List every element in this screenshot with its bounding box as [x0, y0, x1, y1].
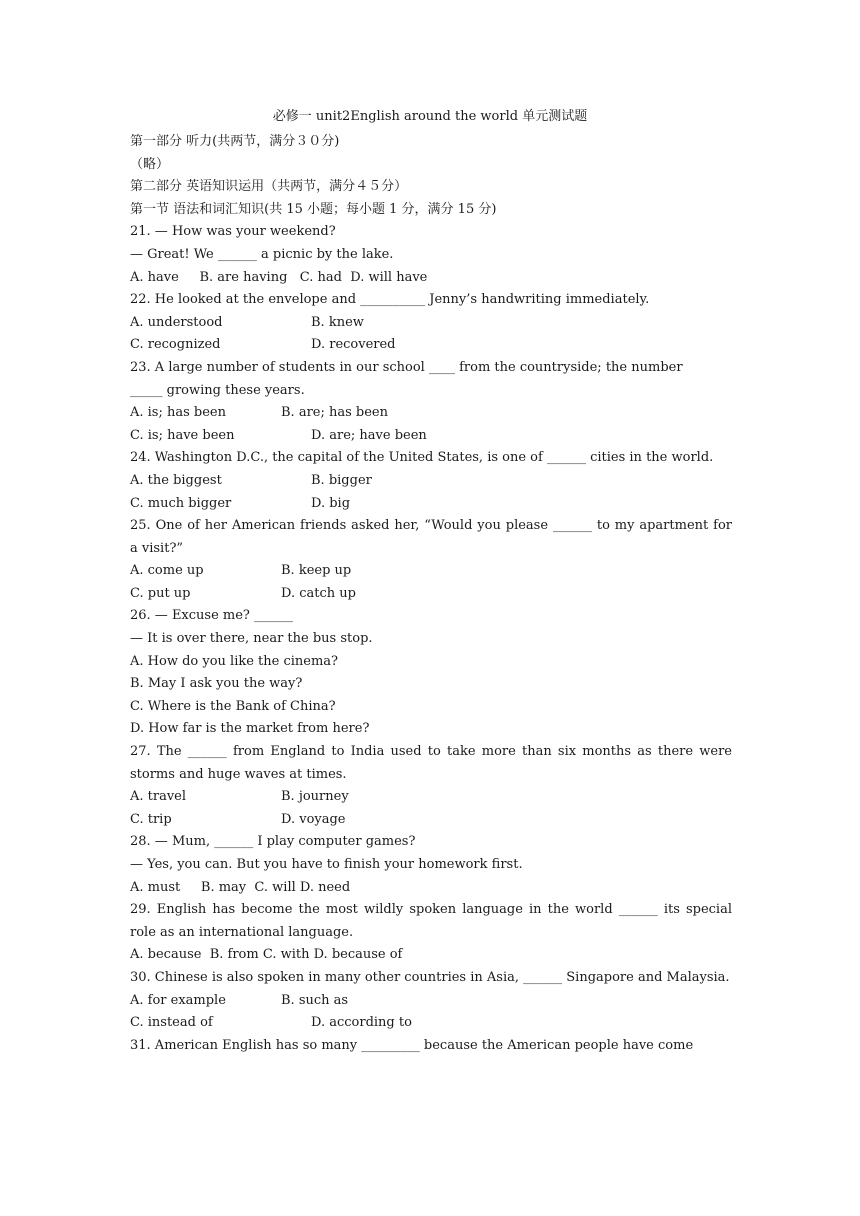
part2-heading: 第二部分 英语知识运用（共两节，满分４５分） [130, 179, 408, 195]
q25-stem: 25. One of her American friends asked her, “Would you please ______ to my apartment for a visit?” [130, 518, 732, 556]
q29-options: A. because B. from C. with D. because of [130, 947, 403, 963]
q24-option-a: A. the biggest [130, 472, 222, 488]
q28-stem-line1: 28. — Mum, ______ I play computer games? [130, 834, 416, 850]
document-body [130, 131, 732, 1057]
document-title: 必修一 unit2English around the world 单元测试题 [272, 109, 588, 124]
q27-options-row2 [130, 809, 732, 832]
q23-option-c: C. is; have been [130, 427, 235, 443]
q26-option-c: C. Where is the Bank of China? [130, 698, 336, 714]
q30-option-c: C. instead of [130, 1015, 213, 1031]
q22-option-b: B. knew [311, 314, 364, 330]
q24-options-row1 [130, 470, 732, 493]
q25-option-d: D. catch up [281, 585, 356, 601]
q25-options-row2 [130, 583, 732, 606]
q22-option-d: D. recovered [311, 337, 396, 353]
q27-option-c: C. trip [130, 811, 172, 827]
q24-stem: 24. Washington D.C., the capital of the United States, is one of ______ cities in the world. [130, 450, 714, 466]
q24-option-b: B. bigger [311, 472, 372, 488]
q26-option-d: D. How far is the market from here? [130, 721, 370, 737]
part1-note: （略） [130, 156, 170, 172]
q30-options-row1 [130, 990, 732, 1013]
q22-option-c: C. recognized [130, 337, 221, 353]
q30-options-row2 [130, 1012, 732, 1035]
q30-option-b: B. such as [281, 992, 349, 1008]
q24-option-c: C. much bigger [130, 495, 232, 511]
q22-option-a: A. understood [130, 314, 223, 330]
q28-options: A. must B. may C. will D. need [130, 879, 351, 895]
q27-stem: 27. The ______ from England to India used to take more than six months as there were storms and huge waves at times. [130, 744, 732, 782]
q30-option-a: A. for example [130, 992, 226, 1008]
q26-option-a: A. How do you like the cinema? [130, 653, 339, 669]
q26-stem-line1: 26. — Excuse me? ______ [130, 608, 294, 624]
q23-stem-line1: 23. A large number of students in our school ____ from the countryside; the number [130, 359, 683, 375]
q25-option-b: B. keep up [281, 563, 352, 579]
q26-option-b: B. May I ask you the way? [130, 676, 303, 692]
q29-stem: 29. English has become the most wildly spoken language in the world ______ its special role as an international language. [130, 902, 732, 940]
q25-options-row1 [130, 560, 732, 583]
q23-options-row2 [130, 425, 732, 448]
q24-option-d: D. big [311, 495, 351, 511]
q23-options-row1 [130, 402, 732, 425]
section1-heading: 第一节 语法和词汇知识(共 15 小题；每小题 1 分，满分 15 分) [130, 201, 497, 217]
q22-stem: 22. He looked at the envelope and __________ Jenny’s handwriting immediately. [130, 292, 650, 308]
q23-option-d: D. are; have been [311, 427, 427, 443]
q23-option-b: B. are; has been [281, 405, 388, 421]
q23-stem-line2: _____ growing these years. [130, 382, 305, 398]
q25-option-a: A. come up [130, 563, 204, 579]
q27-option-b: B. journey [281, 789, 349, 805]
q27-option-d: D. voyage [281, 811, 346, 827]
q21-stem-line2: — Great! We ______ a picnic by the lake. [130, 246, 394, 262]
q31-stem: 31. American English has so many _________ because the American people have come [130, 1037, 694, 1053]
q21-stem-line1: 21. — How was your weekend? [130, 224, 336, 240]
q25-option-c: C. put up [130, 585, 191, 601]
q23-option-a: A. is; has been [130, 405, 227, 421]
q27-options-row1 [130, 786, 732, 809]
q24-options-row2 [130, 493, 732, 516]
q22-options-row1 [130, 312, 732, 335]
q21-options: A. have B. are having C. had D. will have [130, 269, 428, 285]
q30-option-d: D. according to [311, 1015, 412, 1031]
q27-option-a: A. travel [130, 789, 187, 805]
q30-stem: 30. Chinese is also spoken in many other countries in Asia, ______ Singapore and Malaysia. [130, 969, 730, 985]
q28-stem-line2: — Yes, you can. But you have to finish your homework first. [130, 857, 523, 872]
q22-options-row2 [130, 334, 732, 357]
q26-stem-line2: — It is over there, near the bus stop. [130, 631, 373, 647]
part1-heading: 第一部分 听力(共两节，满分３０分) [130, 134, 340, 149]
